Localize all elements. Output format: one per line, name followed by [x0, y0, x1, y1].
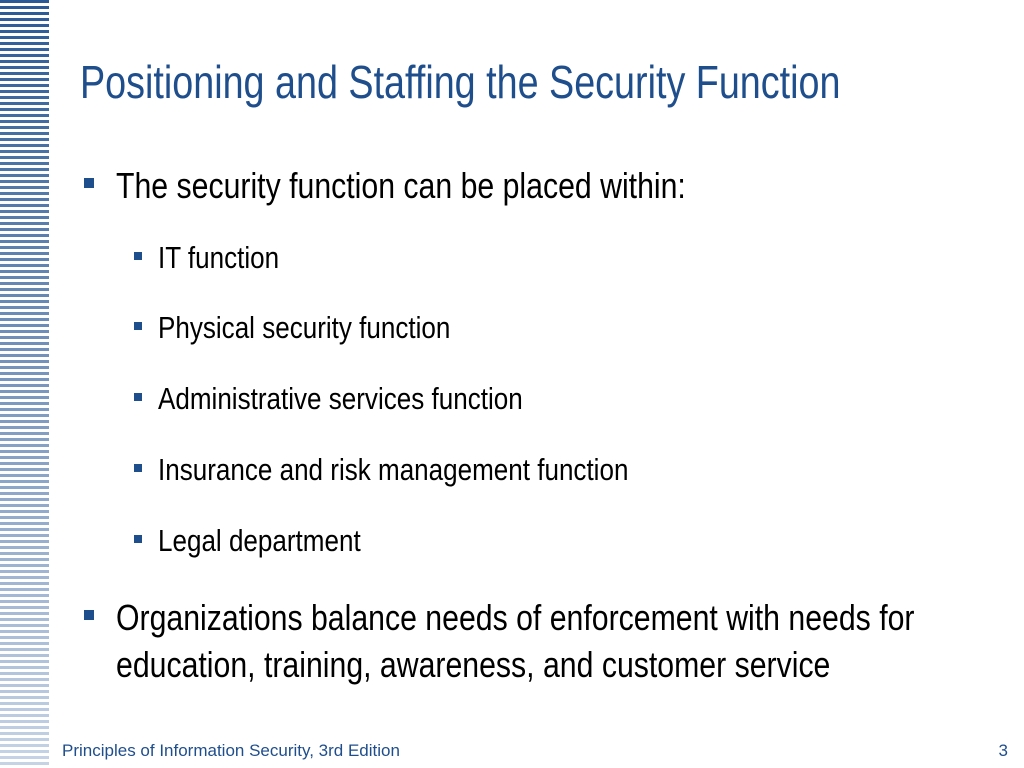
square-bullet-icon [134, 393, 142, 401]
square-bullet-icon [134, 322, 142, 330]
bullet-text: Organizations balance needs of enforcement with needs for [116, 597, 915, 638]
footer-page-number: 3 [998, 741, 1008, 760]
bullet-text: education, training, awareness, and customer service [116, 644, 831, 685]
sub-bullet-text: Physical security function [158, 310, 451, 345]
square-bullet-icon [134, 535, 142, 543]
bullet-item [84, 164, 794, 208]
bullet-continuation [116, 643, 966, 687]
slide-title: Positioning and Staffing the Security Function [80, 56, 841, 108]
sub-bullet-text: Insurance and risk management function [158, 452, 629, 487]
bullet-item [84, 596, 1024, 640]
sub-bullet-item [134, 452, 718, 488]
sub-bullet-text: Legal department [158, 523, 361, 558]
square-bullet-icon [84, 178, 94, 188]
sub-bullet-text: IT function [158, 240, 280, 275]
square-bullet-icon [84, 610, 94, 620]
sub-bullet-item [134, 523, 399, 559]
square-bullet-icon [134, 252, 142, 260]
square-bullet-icon [134, 464, 142, 472]
sub-bullet-item [134, 310, 506, 346]
sub-bullet-item [134, 240, 302, 276]
footer-book-title: Principles of Information Security, 3rd Edition [62, 741, 400, 760]
bullet-text: The security function can be placed within: [116, 165, 686, 206]
sub-bullet-item [134, 381, 592, 417]
sub-bullet-text: Administrative services function [158, 381, 523, 416]
